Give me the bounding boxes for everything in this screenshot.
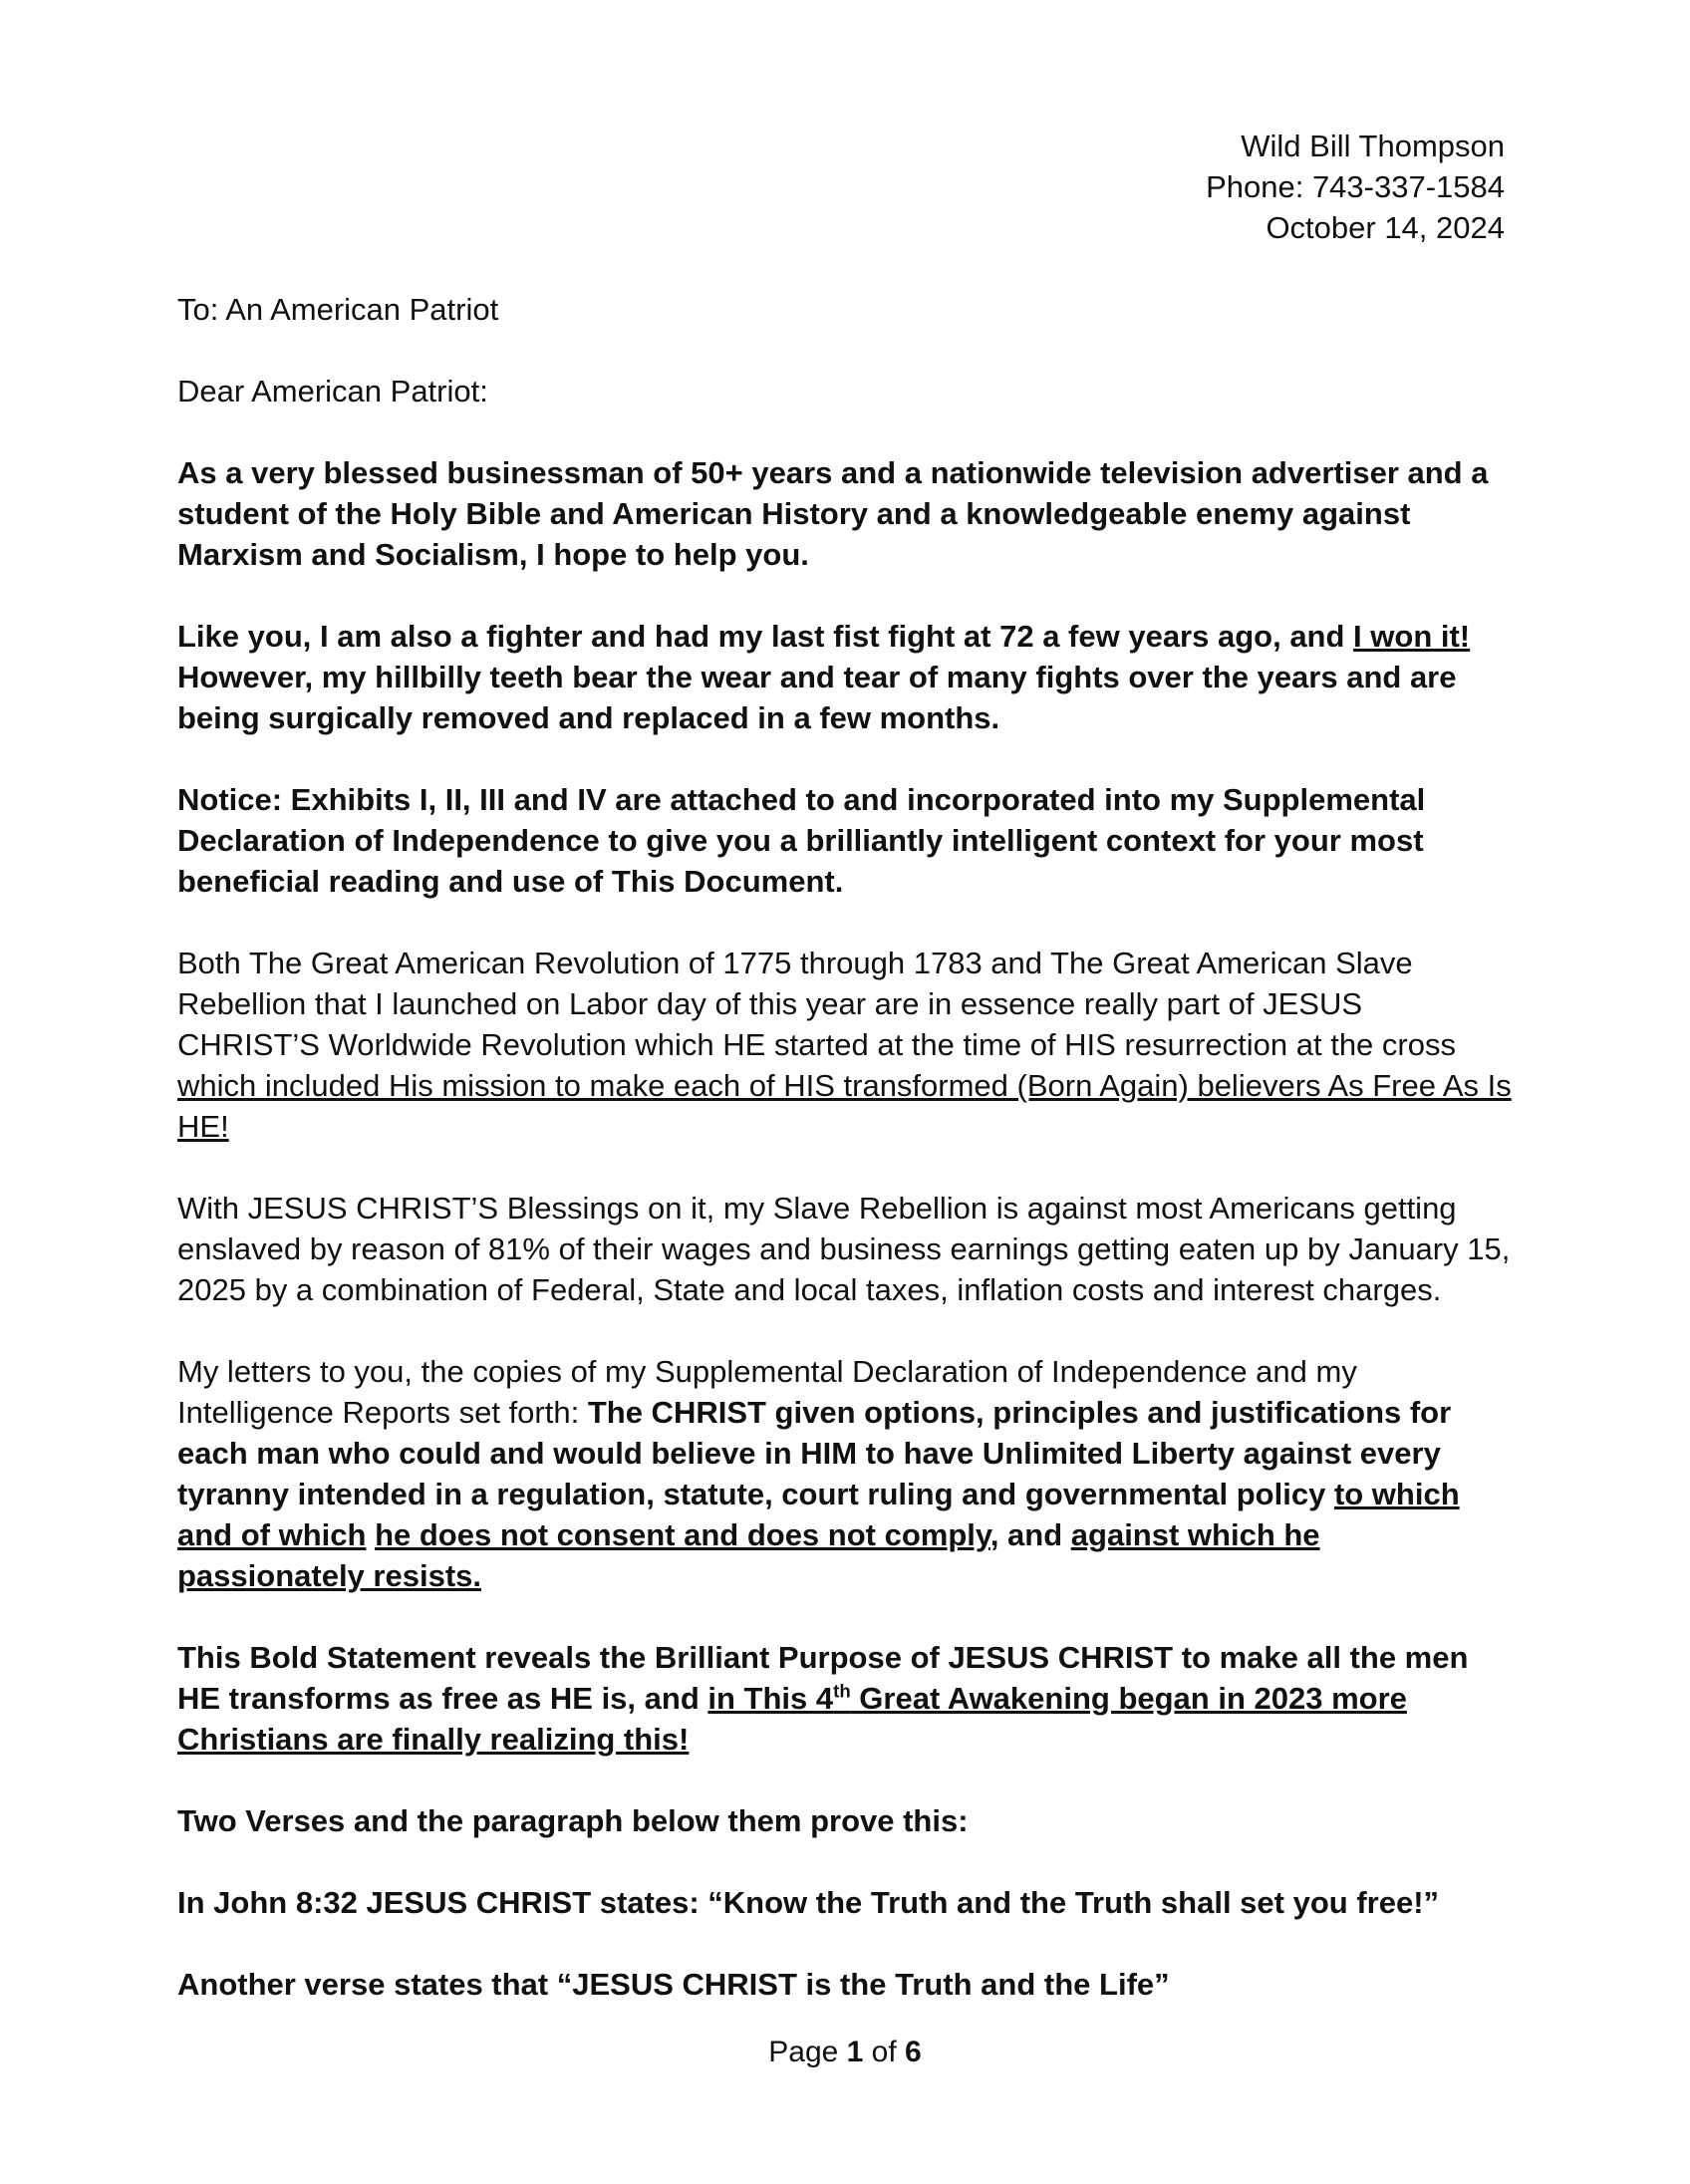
paragraph-revolution: Both The Great American Revolution of 1775 through 1783 and The Great American Slave Rebellion that I launched on Labor day of this year are in essence really part of JESUS CHRIST’S Worldwide Revolution which HE started at the time of HIS resurrection at the cross which included His mission to make each of HIS transformed (Born Again) believers As Free As Is HE! (177, 946, 1512, 1144)
paragraph-letters: My letters to you, the copies of my Supplemental Declaration of Independence and my Intelligence Reports set forth: The CHRIST given options, principles and justifications for each man who could and would believe in HIM to have Unlimited Liberty against every tyranny intended in a regulation, statute, court ruling and governmental policy to which and of which he does not consent and does not comply, and against which he passionately resists. (177, 1354, 1460, 1593)
sender-name: Wild Bill Thompson (1241, 129, 1505, 163)
paragraph-john-verse: In John 8:32 JESUS CHRIST states: “Know the Truth and the Truth shall set you free!” (177, 1885, 1440, 1920)
sender-phone: Phone: 743-337-1584 (1206, 169, 1505, 204)
page-number: Page 1 of 6 (768, 2036, 922, 2068)
letter-date: October 14, 2024 (1266, 210, 1505, 245)
underlined-phrase: in This 4th Great Awakening began in 2023 more Christians are finally realizing this! (177, 1680, 1407, 1757)
paragraph-intro: As a very blessed businessman of 50+ years and a nationwide television advertiser and a student of the Holy Bible and American History and a knowledgeable enemy against Marxism and Socialism, I hope to help you. (177, 455, 1489, 572)
paragraph-two-verses: Two Verses and the paragraph below them prove this: (177, 1803, 969, 1838)
paragraph-fighter: Like you, I am also a fighter and had my last fist fight at 72 a few years ago, and I won it! However, my hillbilly teeth bear the wear and tear of many fights over the years and are being surgically removed and replaced in a few months. (177, 619, 1471, 735)
underlined-phrase: I won it! (1353, 619, 1471, 654)
underlined-phrase: he does not consent and does not comply (375, 1517, 990, 1552)
paragraph-notice: Notice: Exhibits I, II, III and IV are attached to and incorporated into my Supplemental Declaration of Independence to give you a brilliantly intelligent context for your most beneficial reading and use of This Document. (177, 782, 1426, 899)
underlined-phrase: to which and of which (177, 1477, 1460, 1552)
paragraph-slave-rebellion: With JESUS CHRIST’S Blessings on it, my Slave Rebellion is against most Americans getting enslaved by reason of 81% of their wages and business earnings getting eaten up by January 15, 2025 by a combination of Federal, State and local taxes, inflation costs and interest charges. (177, 1191, 1511, 1307)
paragraph-another-verse: Another verse states that “JESUS CHRIST is the Truth and the Life” (177, 1967, 1170, 2002)
underlined-phrase: against which he passionately resists. (177, 1517, 1320, 1593)
paragraph-bold-statement: This Bold Statement reveals the Brilliant Purpose of JESUS CHRIST to make all the men HE transforms as free as HE is, and in This 4th Great Awakening began in 2023 more Christians are finally realizing this! (177, 1640, 1469, 1757)
salutation: Dear American Patriot: (177, 374, 488, 409)
letter-body (177, 289, 1513, 2046)
to-line: To: An American Patriot (177, 292, 499, 327)
sender-block (1206, 126, 1505, 248)
underlined-phrase: which included His mission to make each of HIS transformed (Born Again) believers As Free As Is HE! (177, 1068, 1512, 1144)
